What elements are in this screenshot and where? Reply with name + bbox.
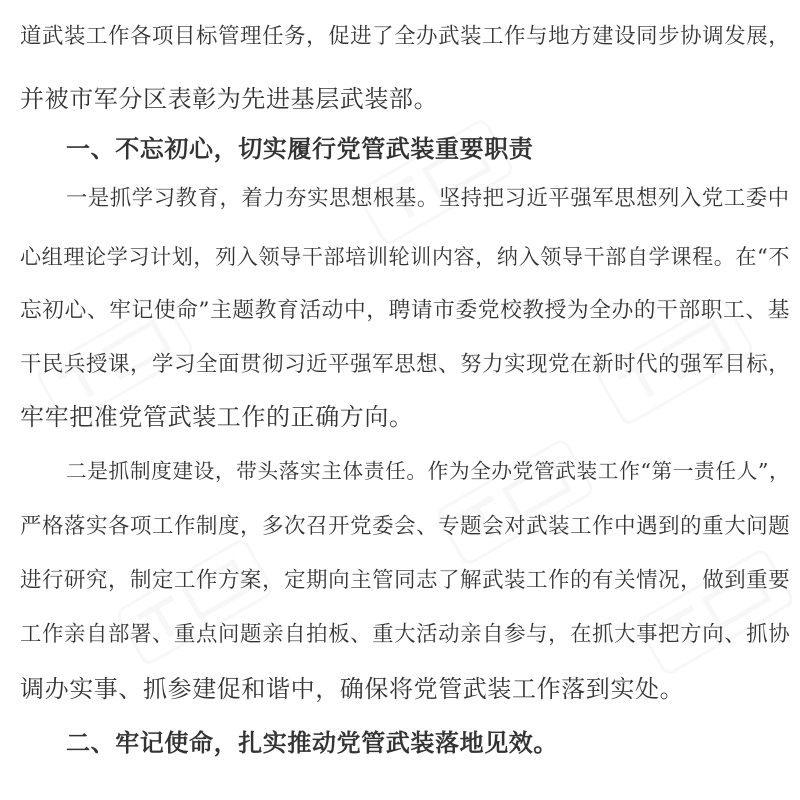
section-heading: 一、不忘初心，切实履行党管武装重要职责 <box>66 134 534 163</box>
paragraph-continuation-line: 道武装工作各项目标管理任务，促进了全办武装工作与地方建设同步协调发展， <box>20 24 791 49</box>
paragraph-continuation-line: 并被市军分区表彰为先进基层武装部。 <box>20 85 439 113</box>
paragraph-line: 干民兵授课，学习全面贯彻习近平强军思想、努力实现党在新时代的强军目标， <box>20 352 791 377</box>
paragraph-line: 工作亲自部署、重点问题亲自拍板、重大活动亲自参与，在抓大事把方向、抓协 <box>20 622 791 647</box>
paragraph-line: 调办实事、抓参建促和谐中，确保将党管武装工作落到实处。 <box>20 675 685 703</box>
paragraph-first-line: 二是抓制度建设，带头落实主体责任。作为全办党管武装工作“第一责任人”， <box>66 459 791 483</box>
section-heading: 二、牢记使命，扎实推动党管武装落地见效。 <box>66 728 558 757</box>
paragraph-line: 进行研究，制定工作方案，定期向主管同志了解武装工作的有关情况，做到重要 <box>20 568 791 593</box>
paragraph-line: 牢牢把准党管武装工作的正确方向。 <box>20 403 414 431</box>
paragraph-line: 心组理论学习计划，列入领导干部培训轮训内容，纳入领导干部自学课程。在“不 <box>20 244 791 269</box>
paragraph-line: 忘初心、牢记使命”主题教育活动中，聘请市委党校教授为全办的干部职工、基 <box>20 298 791 323</box>
paragraph-line: 严格落实各项工作制度，多次召开党委会、专题会对武装工作中遇到的重大问题 <box>20 514 791 539</box>
paragraph-first-line: 一是抓学习教育，着力夯实思想根基。坚持把习近平强军思想列入党工委中 <box>66 186 790 211</box>
